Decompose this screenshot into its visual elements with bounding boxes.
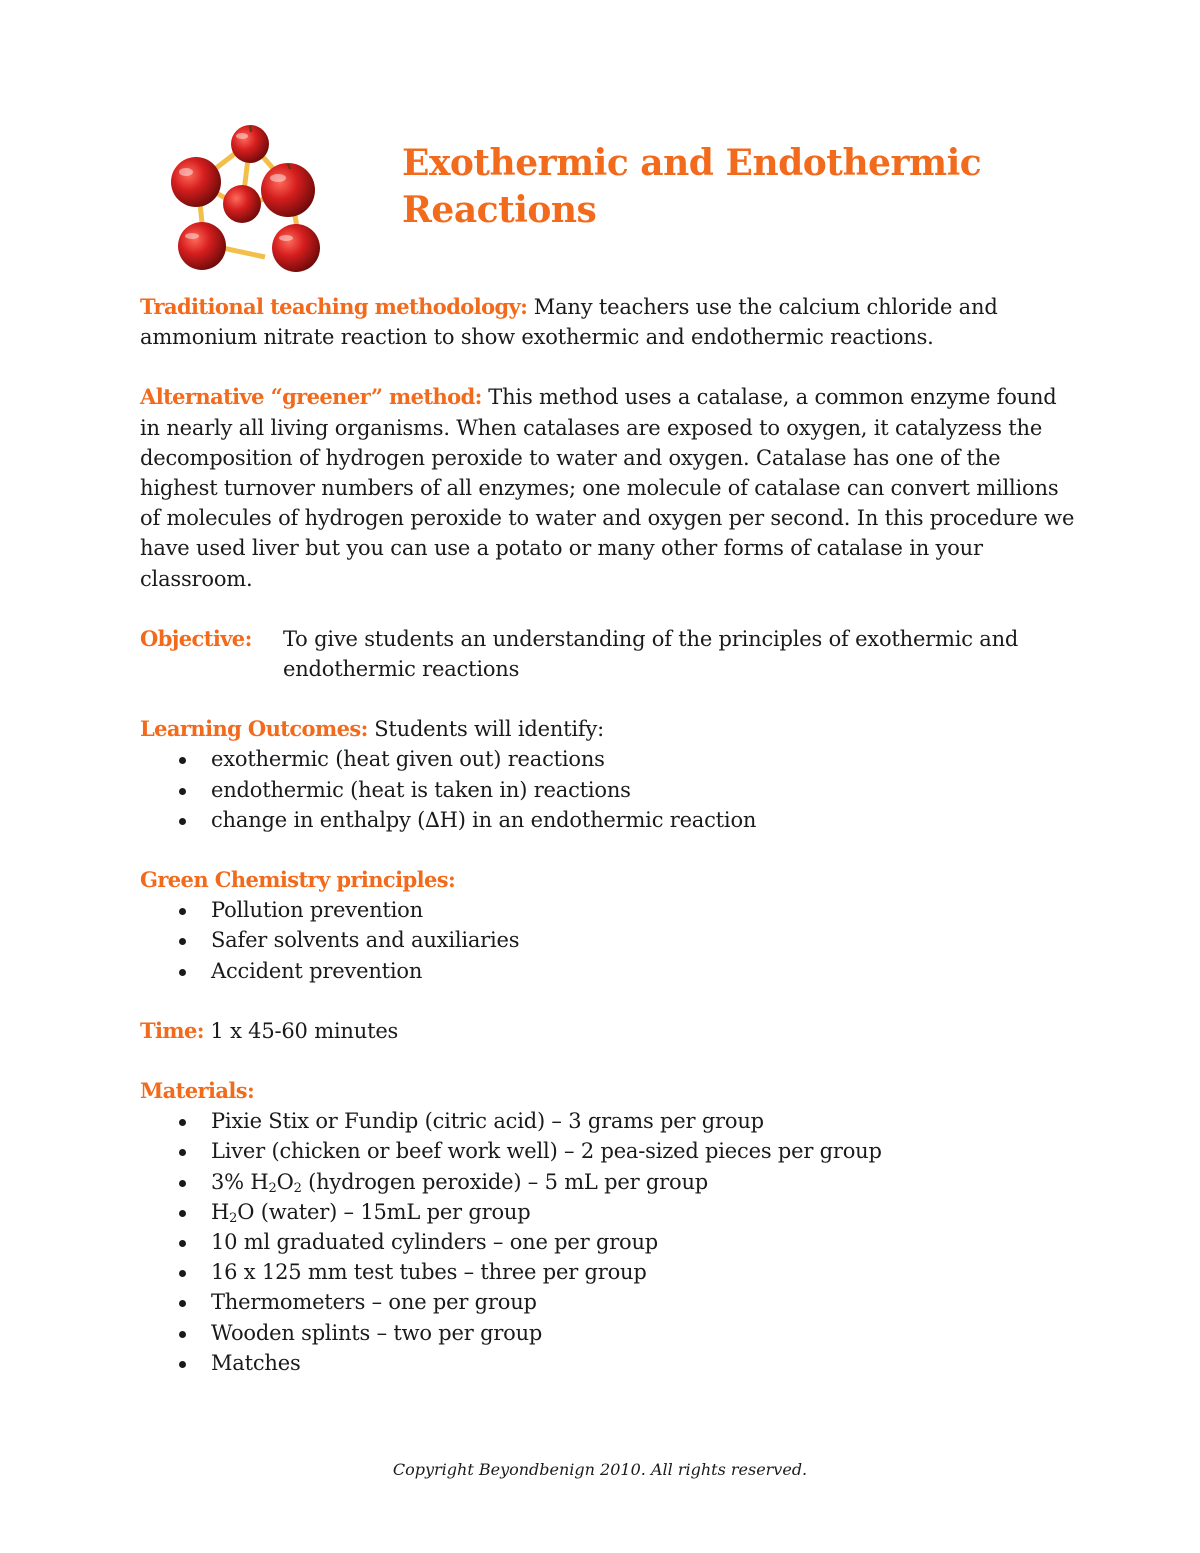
subscript: 2 <box>293 1180 302 1196</box>
green-heading-text: Green Chemistry principles: <box>140 867 456 893</box>
list-item: exothermic (heat given out) reactions <box>140 744 1080 774</box>
traditional-section <box>140 292 1080 352</box>
alternative-section <box>140 382 1080 593</box>
title-line-1: Exothermic and Endothermic <box>402 142 982 184</box>
traditional-heading: Traditional teaching methodology: <box>140 294 528 319</box>
alternative-heading: Alternative “greener” method: <box>140 384 482 410</box>
traditional-text: Many teachers use the calcium chloride and ammonium nitrate reaction to show exothermic and endothermic reactions. <box>140 295 998 350</box>
list-item: Matches <box>140 1348 1080 1378</box>
subscript: 2 <box>229 1210 238 1226</box>
list-item: Pollution prevention <box>140 895 1080 925</box>
list-item <box>140 1167 1080 1197</box>
learning-list <box>140 744 1080 835</box>
time-text: 1 x 45-60 minutes <box>203 1018 399 1043</box>
material-text: H <box>211 1199 230 1224</box>
list-item: Thermometers – one per group <box>140 1287 1080 1317</box>
copyright-footer: Copyright Beyondbenign 2010. All rights reserved. <box>392 1460 808 1479</box>
list-item: Accident prevention <box>140 956 1080 986</box>
list-item: endothermic (heat is taken in) reactions <box>140 775 1080 805</box>
apple-molecule-icon <box>160 122 330 292</box>
subscript: 2 <box>268 1180 277 1196</box>
objective-section <box>140 624 1080 684</box>
objective-text: To give students an understanding of the principles of exothermic and endothermic reactions <box>283 626 1019 682</box>
list-item: 10 ml graduated cylinders – one per group <box>140 1227 1080 1257</box>
page-title <box>402 140 1082 234</box>
objective-heading: Objective: <box>140 625 252 651</box>
materials-heading <box>140 1076 1080 1106</box>
list-item: Pixie Stix or Fundip (citric acid) – 3 grams per group <box>140 1106 1080 1136</box>
list-item: Liver (chicken or beef work well) – 2 pea-sized pieces per group <box>140 1136 1080 1166</box>
time-heading: Time: <box>140 1017 204 1043</box>
document-body <box>140 292 1080 1408</box>
learning-section <box>140 714 1080 744</box>
time-section <box>140 1016 1080 1046</box>
list-item <box>140 1197 1080 1227</box>
list-item: Safer solvents and auxiliaries <box>140 925 1080 955</box>
materials-heading-text: Materials: <box>140 1078 255 1104</box>
material-text: O (water) – 15mL per group <box>237 1199 531 1224</box>
learning-text: Students will identify: <box>367 717 605 742</box>
alternative-text: This method uses a catalase, a common enzyme found in nearly all living organisms. When catalases are exposed to oxygen, it catalyzess the decomposition of hydrogen peroxide to water and oxygen. Catalase has one of the highest turnover numbers of all enzymes; one molecule of catalase can convert millions of molecules of hydrogen peroxide to water and oxygen per second. In this procedure we have used liver but you can use a potato or many other forms of catalase in your classroom. <box>140 385 1075 591</box>
title-line-2: Reactions <box>402 189 597 231</box>
learning-heading: Learning Outcomes: <box>140 716 368 742</box>
material-text: 3% H <box>211 1169 269 1194</box>
list-item: 16 x 125 mm test tubes – three per group <box>140 1257 1080 1287</box>
list-item: change in enthalpy (∆H) in an endothermic reaction <box>140 805 1080 835</box>
list-item: Wooden splints – two per group <box>140 1318 1080 1348</box>
green-heading <box>140 865 1080 895</box>
materials-list <box>140 1106 1080 1378</box>
material-text: (hydrogen peroxide) – 5 mL per group <box>301 1169 709 1194</box>
green-list <box>140 895 1080 986</box>
material-text: O <box>276 1169 294 1194</box>
